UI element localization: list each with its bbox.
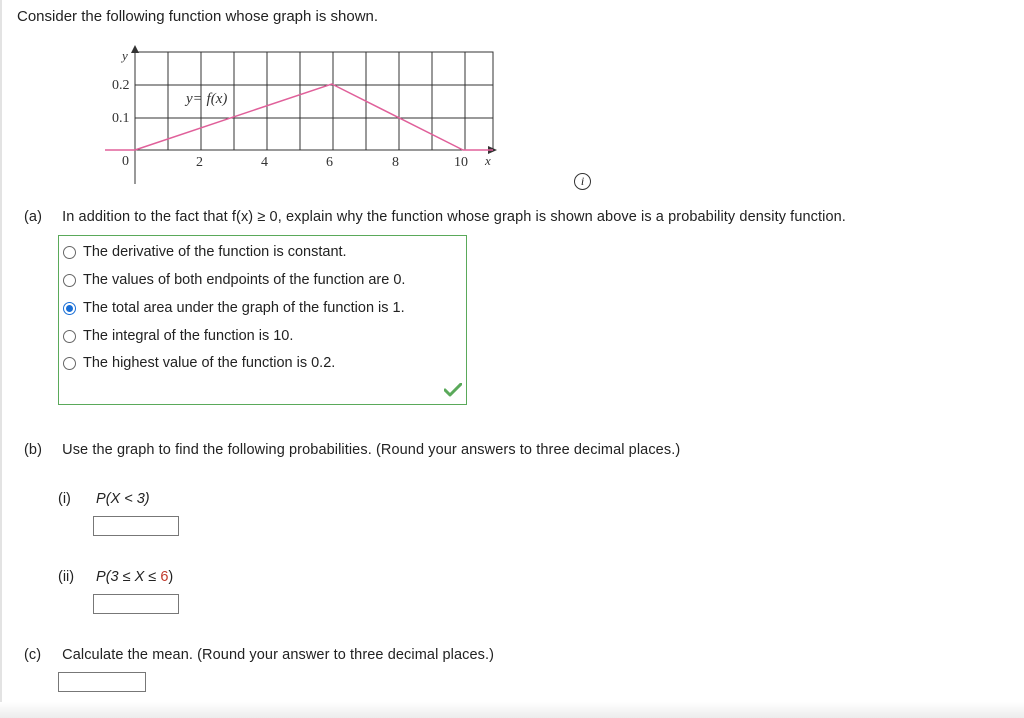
correct-check-icon <box>444 383 462 397</box>
x-tick-2: 2 <box>196 155 203 170</box>
part-c-prompt <box>17 647 494 663</box>
part-b-i-label: (i) <box>58 491 71 507</box>
part-b-ii-label: (ii) <box>58 569 75 585</box>
part-b-text: Use the graph to find the following probabilities. (Round your answers to three decimal places.) <box>62 442 681 458</box>
function-graph <box>100 42 500 187</box>
x-tick-10: 10 <box>454 155 468 170</box>
x-tick-4: 4 <box>261 155 268 170</box>
bottom-shade <box>0 702 1024 718</box>
part-a-options-box <box>58 235 467 405</box>
option-text: The total area under the graph of the function is 1. <box>83 300 405 316</box>
function-line <box>135 84 463 150</box>
option-5[interactable] <box>63 353 335 373</box>
x-axis-label: x <box>485 153 491 168</box>
option-3[interactable] <box>63 298 405 318</box>
part-c-text: Calculate the mean. (Round your answer to three decimal places.) <box>62 647 495 663</box>
part-b-ii-prompt <box>58 569 173 585</box>
y-axis-arrow <box>131 45 139 53</box>
option-1[interactable] <box>63 242 347 262</box>
question-intro: Consider the following function whose graph is shown. <box>17 8 379 25</box>
answer-input-c[interactable] <box>58 672 146 692</box>
info-icon[interactable]: i <box>574 173 591 190</box>
part-a-label: (a) <box>24 209 43 225</box>
x-tick-6: 6 <box>326 155 333 170</box>
answer-input-b-i[interactable] <box>93 516 179 536</box>
option-text: The values of both endpoints of the function are 0. <box>83 272 406 288</box>
radio-button-selected[interactable] <box>63 302 76 315</box>
part-a-text: In addition to the fact that f(x) ≥ 0, explain why the function whose graph is shown above is a probability density function. <box>62 209 846 225</box>
part-c-label: (c) <box>24 647 42 663</box>
part-b-label: (b) <box>24 442 43 458</box>
radio-button[interactable] <box>63 274 76 287</box>
option-text: The derivative of the function is constant. <box>83 244 347 260</box>
part-b-ii-expr-start: P(3 ≤ X ≤ <box>96 569 161 585</box>
part-b-ii-expr-highlight: 6 <box>160 569 169 585</box>
y-tick-0.1: 0.1 <box>112 111 130 126</box>
option-4[interactable] <box>63 326 293 346</box>
y-tick-0.2: 0.2 <box>112 78 130 93</box>
part-b-ii-expr <box>96 569 173 585</box>
option-text: The integral of the function is 10. <box>83 328 294 344</box>
part-b-prompt <box>17 442 680 458</box>
function-label: y= f(x) <box>186 91 228 107</box>
radio-button[interactable] <box>63 246 76 259</box>
option-text: The highest value of the function is 0.2. <box>83 355 336 371</box>
radio-button[interactable] <box>63 357 76 370</box>
part-b-i-expr: P(X < 3) <box>96 491 150 507</box>
part-a-prompt <box>17 209 846 225</box>
part-b-i-prompt <box>58 491 150 507</box>
x-tick-0: 0 <box>122 154 129 169</box>
radio-button[interactable] <box>63 330 76 343</box>
answer-input-b-ii[interactable] <box>93 594 179 614</box>
x-tick-8: 8 <box>392 155 399 170</box>
part-b-ii-expr-end: ) <box>168 569 174 585</box>
page-left-rule <box>0 0 2 718</box>
option-2[interactable] <box>63 270 405 290</box>
y-axis-label: y <box>122 48 128 63</box>
